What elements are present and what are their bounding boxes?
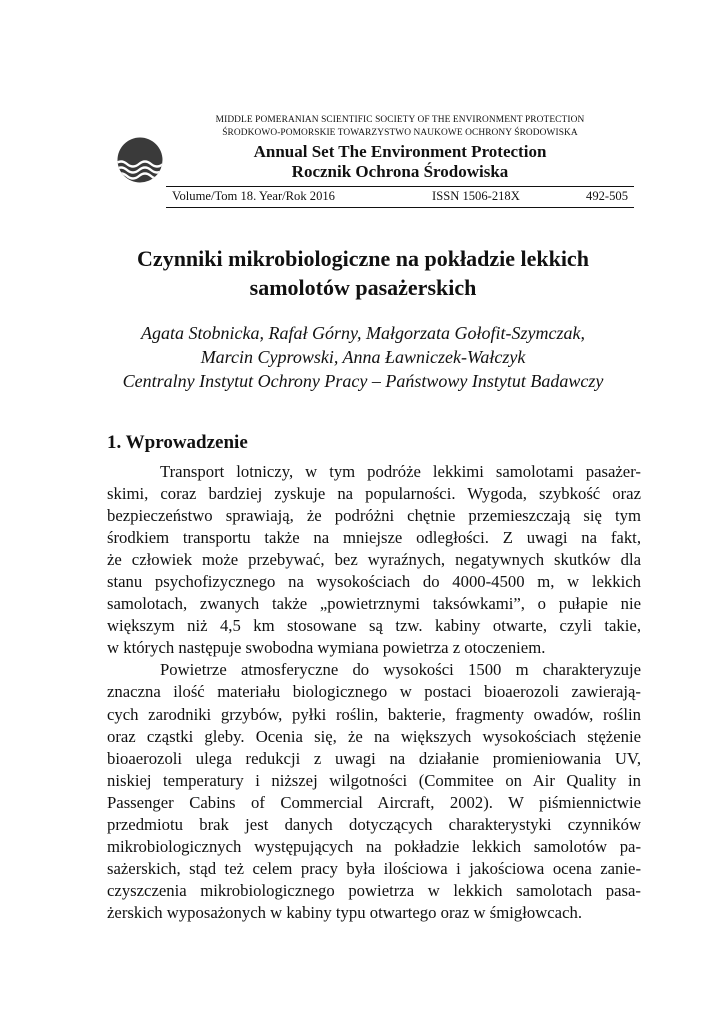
text-line: większym niż 4,5 km stosowane są tzw. kabiny otwarte, czyli takie, (107, 616, 641, 636)
text-line: w których następuje swobodna wymiana powietrza z otoczeniem. (107, 638, 546, 658)
journal-title-pl: Rocznik Ochrona Środowiska (291, 162, 509, 181)
page-range: 492-505 (586, 189, 628, 203)
volume-year: Volume/Tom 18. Year/Rok 2016 (172, 189, 335, 203)
journal-header (166, 114, 634, 208)
text-line: niskiej temperatury i niższej wilgotności (Commitee on Air Quality in (107, 770, 641, 790)
issn: ISSN 1506-218X (432, 189, 520, 203)
affiliation: Centralny Instytut Ochrony Pracy – Państwowy Instytut Badawczy (122, 371, 604, 391)
authors-affiliation (88, 321, 638, 393)
text-line: oraz cząstki gleby. Ocenia się, że na większych wysokościach stężenie (107, 726, 641, 746)
text-line: Passenger Cabins of Commercial Aircraft, 2002). W piśmiennictwie (107, 792, 641, 812)
journal-logo-icon (117, 137, 163, 183)
journal-title-en: Annual Set The Environment Protection (253, 142, 547, 161)
text-line: Powietrze atmosferyczne do wysokości 1500 m charakteryzuje (160, 660, 641, 680)
text-line: stanu psychofizycznego na wysokościach do 4000-4500 m, w lekkich (107, 572, 641, 592)
text-line: żerskich wyposażonych w kabiny typu otwartego oraz w śmigłowcach. (107, 902, 582, 922)
text-line: przedmiotu brak jest danych dotyczących charakterystyki czynników (107, 814, 641, 834)
text-line: skimi, coraz bardziej zyskuje na popularności. Wygoda, szybkość oraz (107, 484, 641, 504)
section-heading: 1. Wprowadzenie (107, 432, 248, 453)
text-line: sażerskich, stąd też celem pracy była ilościowa i jakościowa ocena zanie- (107, 858, 641, 878)
text-line: czyszczenia mikrobiologicznego powietrza w lekkich samolotach pasa- (107, 880, 641, 900)
article-title (88, 244, 638, 302)
text-line: bezpieczeństwo sprawiają, że podróżni chętnie przemieszczają się tym (107, 506, 641, 526)
society-name-pl: ŚRODKOWO-POMORSKIE TOWARZYSTWO NAUKOWE OCHRONY ŚRODOWISKA (222, 127, 578, 138)
text-line: bioaerozoli ulega redukcji z uwagi na działanie promieniowania UV, (107, 748, 641, 768)
text-line: Transport lotniczy, w tym podróże lekkimi samolotami pasażer- (160, 462, 641, 481)
text-line: samolotach, zwanych także „powietrznymi taksówkami”, o pułapie nie (107, 594, 641, 614)
text-line: znaczna ilość materiału biologicznego w postaci bioaerozoli zawierają- (107, 682, 641, 702)
title-line: Czynniki mikrobiologiczne na pokładzie lekkich (137, 246, 589, 271)
volume-bar (166, 186, 634, 208)
authors-line: Agata Stobnicka, Rafał Górny, Małgorzata Gołofit-Szymczak, (141, 323, 585, 343)
body-text (107, 461, 641, 924)
text-line: środkiem transportu także na mniejsze odległości. Z uwagi na fakt, (107, 528, 641, 548)
text-line: że człowiek może przebywać, bez wyraźnych, negatywnych skutków dla (107, 550, 641, 570)
authors-line: Marcin Cyprowski, Anna Ławniczek-Wałczyk (200, 347, 526, 367)
text-line: mikrobiologicznych występujących na pokładzie lekkich samolotów pa- (107, 836, 641, 856)
text-line: cych zarodniki grzybów, pyłki roślin, bakterie, fragmenty owadów, roślin (107, 704, 641, 724)
title-line: samolotów pasażerskich (249, 275, 477, 300)
society-name-en: MIDDLE POMERANIAN SCIENTIFIC SOCIETY OF THE ENVIRONMENT PROTECTION (215, 115, 585, 125)
